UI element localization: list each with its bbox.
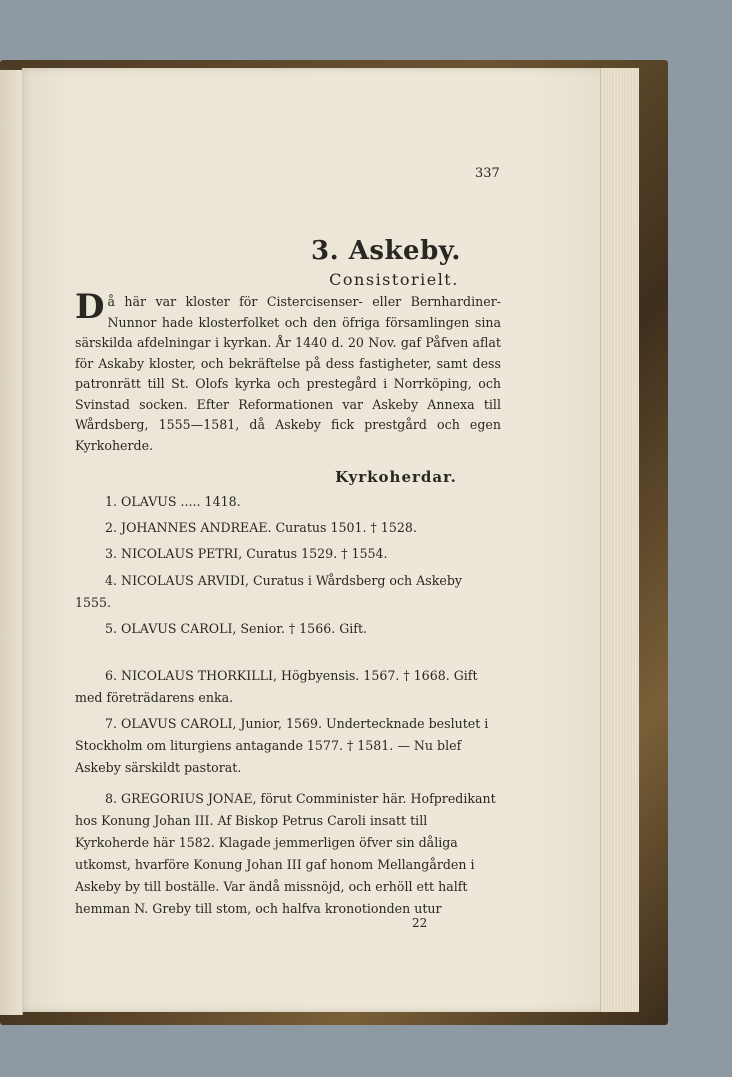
list-item: 2. JOHANNES ANDREAE. Curatus 1501. † 1528. (105, 520, 417, 535)
page-edges (600, 68, 639, 1012)
drop-cap: D (75, 287, 105, 327)
list-item: 1. OLAVUS ..... 1418. (105, 494, 241, 509)
section-heading: Kyrkoherdar. (335, 468, 457, 486)
page-number: 337 (475, 166, 500, 181)
intro-text: å här var kloster för Cistercisenser- eller Bernhardiner-Nunnor hade klosterfolket och den öfriga församlingen sina särskilda afdelningar i kyrkan. År 1440 d. 20 Nov. gaf Påfven aflat för Askaby kloster, och bekräftelse på dess fastigheter, samt dess patronrätt till St. Olofs kyrka och prestegård i Norrköping, och Svinstad socken. Efter Reformationen var Askeby Annexa till Wårdsberg, 1555—1581, då Askeby fick prestgård och egen Kyrkoherde. (75, 294, 501, 453)
list-item: 5. OLAVUS CAROLI, Senior. † 1566. Gift. (105, 621, 368, 636)
page-subtitle: Consistorielt. (329, 270, 459, 289)
signature-mark: 22 (412, 916, 428, 930)
list-item: 3. NICOLAUS PETRI, Curatus 1529. † 1554. (105, 546, 388, 561)
list-item: 4. NICOLAUS ARVIDI, Curatus i Wårdsberg och Askeby 1555. (75, 573, 462, 610)
list-item: 8. GREGORIUS JONAE, förut Comminister här. Hofpredikant hos Konung Johan III. Af Biskop Petrus Caroli insatt till Kyrkoherde här 1582. Klagade jemmerligen öfver sin dåliga utkomst, hvarföre Konung Johan III gaf honom Mellangården i Askeby by till boställe. Var ändå missnöjd, och erhöll ett halft hemman N. Greby till stom, och halfva kronotionden utur (75, 791, 496, 916)
intro-paragraph (75, 287, 501, 456)
page-title: 3. Askeby. (311, 236, 461, 266)
list-item: 7. OLAVUS CAROLI, Junior, 1569. Undertecknade beslutet i Stockholm om liturgiens antagande 1577. † 1581. — Nu blef Askeby särskildt pastorat. (75, 716, 489, 775)
left-page-edge (0, 70, 23, 1015)
list-item: 6. NICOLAUS THORKILLI, Högbyensis. 1567. † 1668. Gift med företrädarens enka. (75, 668, 478, 705)
